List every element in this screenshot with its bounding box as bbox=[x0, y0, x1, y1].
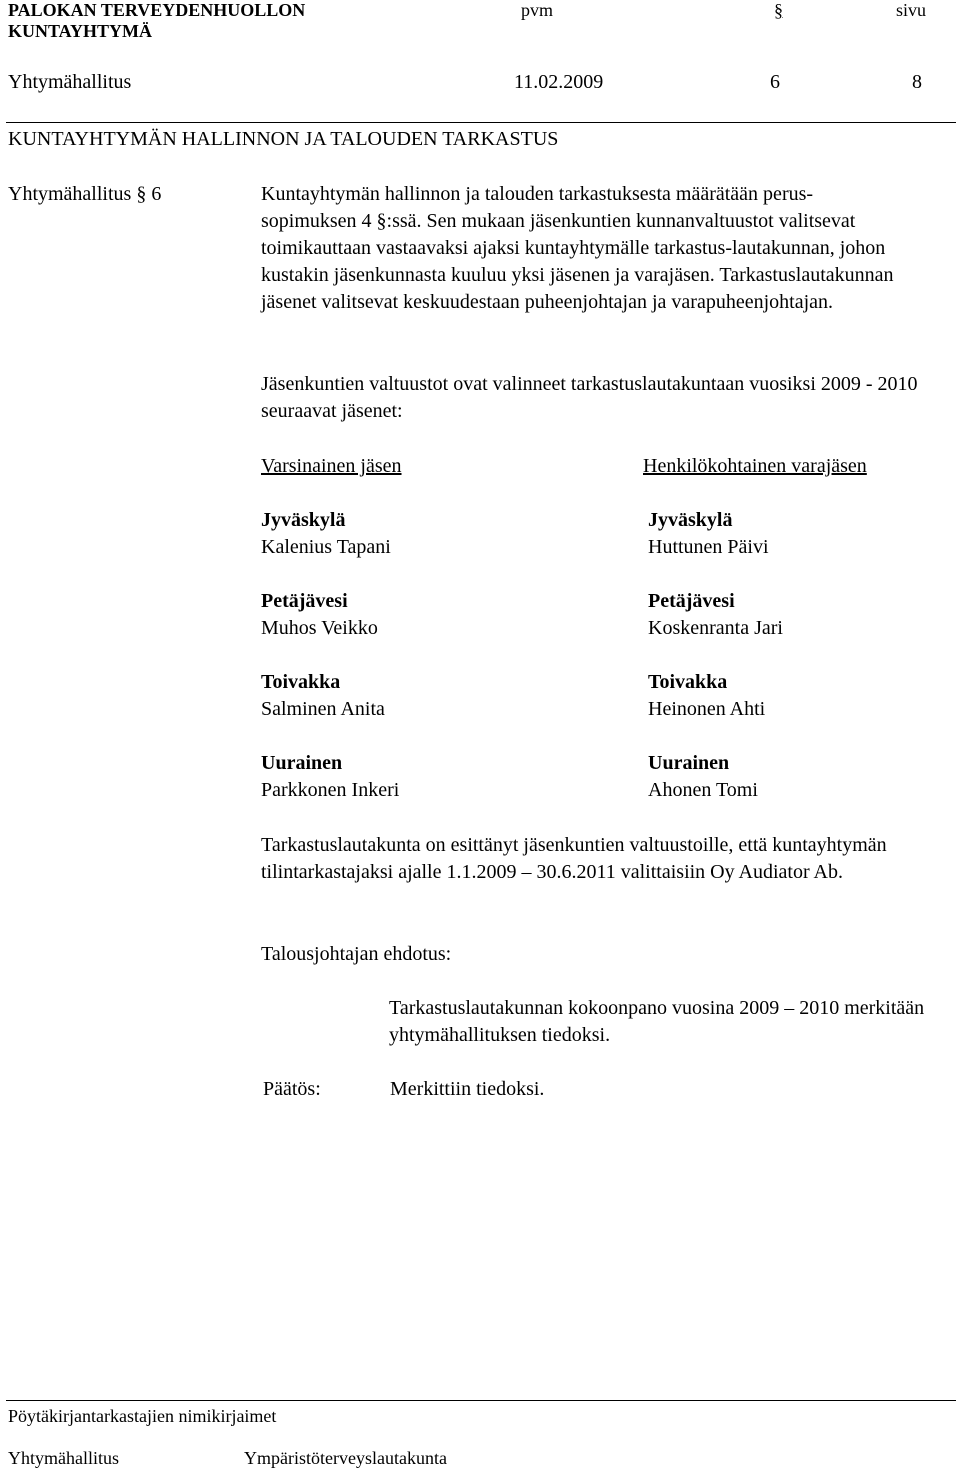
column-header-deputy: Henkilökohtainen varajäsen bbox=[643, 455, 867, 477]
member-name: Parkkonen Inkeri bbox=[261, 779, 400, 801]
org-name-line2: KUNTAYHTYMÄ bbox=[8, 21, 153, 41]
document-title: KUNTAYHTYMÄN HALLINNON JA TALOUDEN TARKASTUS bbox=[8, 128, 559, 150]
header-pvm-label: pvm bbox=[521, 0, 554, 20]
intro-first-line: Kuntayhtymän hallinnon ja talouden tarkastuksesta määrätään perus- bbox=[261, 183, 814, 205]
deputy-entry bbox=[648, 588, 783, 642]
member-entry bbox=[261, 507, 399, 561]
member-entry bbox=[261, 588, 399, 642]
deputy-name: Heinonen Ahti bbox=[648, 698, 766, 720]
deputy-name: Huttunen Päivi bbox=[648, 536, 769, 558]
municipality-name: Uurainen bbox=[648, 752, 730, 774]
municipality-name: Jyväskylä bbox=[648, 509, 733, 531]
municipality-name: Toivakka bbox=[648, 671, 728, 693]
column-header-member: Varsinainen jäsen bbox=[261, 455, 402, 477]
decision-text: Merkittiin tiedoksi. bbox=[390, 1078, 545, 1100]
deputy-name: Koskenranta Jari bbox=[648, 617, 783, 639]
header-body-name: Yhtymähallitus bbox=[8, 71, 132, 93]
member-name: Salminen Anita bbox=[261, 698, 385, 720]
footer-body-right: Ympäristöterveyslautakunta bbox=[244, 1448, 447, 1468]
footer-body-left: Yhtymähallitus bbox=[8, 1448, 119, 1468]
member-entry bbox=[261, 669, 399, 723]
member-column bbox=[261, 507, 399, 831]
decision-label: Päätös: bbox=[263, 1078, 321, 1100]
signatures-label: Pöytäkirjantarkastajien nimikirjaimet bbox=[8, 1406, 277, 1426]
header-divider bbox=[6, 122, 956, 123]
proposal-label: Talousjohtajan ehdotus: bbox=[261, 943, 452, 965]
election-paragraph: Jäsenkuntien valtuustot ovat valinneet tarkastuslautakuntaan vuosiksi 2009 - 2010 seuraavat jäsenet: bbox=[261, 373, 918, 422]
proposal-text: Tarkastuslautakunnan kokoonpano vuosina 2009 – 2010 merkitään yhtymähallituksen tiedoksi. bbox=[389, 997, 925, 1046]
org-name-line1: PALOKAN TERVEYDENHUOLLON bbox=[8, 0, 306, 20]
header-page-number: 8 bbox=[912, 71, 922, 93]
header-section-number: 6 bbox=[770, 71, 780, 93]
auditor-paragraph: Tarkastuslautakunta on esittänyt jäsenkuntien valtuustoille, että kuntayhtymän tilintarkastajaksi ajalle 1.1.2009 – 30.6.2011 valittaisiin Oy Audiator Ab. bbox=[261, 834, 887, 883]
member-name: Kalenius Tapani bbox=[261, 536, 391, 558]
footer-divider bbox=[6, 1400, 956, 1401]
header-date: 11.02.2009 bbox=[514, 71, 604, 93]
municipality-name: Uurainen bbox=[261, 752, 343, 774]
member-name: Muhos Veikko bbox=[261, 617, 378, 639]
header-section-label: § bbox=[774, 0, 783, 20]
deputy-name: Ahonen Tomi bbox=[648, 779, 758, 801]
deputy-column bbox=[648, 507, 783, 831]
header-sivu-label: sivu bbox=[896, 0, 927, 20]
intro-paragraph: sopimuksen 4 §:ssä. Sen mukaan jäsenkuntien kunnanvaltuustot valitsevat toimikauttaan vastaavaksi ajaksi kuntayhtymälle tarkastus-lautakunnan, johon kustakin jäsenkunnasta kuuluu yksi jäsenen ja varajäsen. Tarkastuslautakunnan jäsenet valitsevat keskuudestaan puheenjohtajan ja varapuheenjohtajan. bbox=[261, 210, 894, 313]
section-reference: Yhtymähallitus § 6 bbox=[8, 183, 162, 205]
municipality-name: Toivakka bbox=[261, 671, 341, 693]
deputy-entry bbox=[648, 507, 783, 561]
deputy-entry bbox=[648, 669, 783, 723]
member-entry bbox=[261, 750, 399, 804]
deputy-entry bbox=[648, 750, 783, 804]
municipality-name: Petäjävesi bbox=[261, 590, 348, 612]
municipality-name: Petäjävesi bbox=[648, 590, 735, 612]
municipality-name: Jyväskylä bbox=[261, 509, 346, 531]
